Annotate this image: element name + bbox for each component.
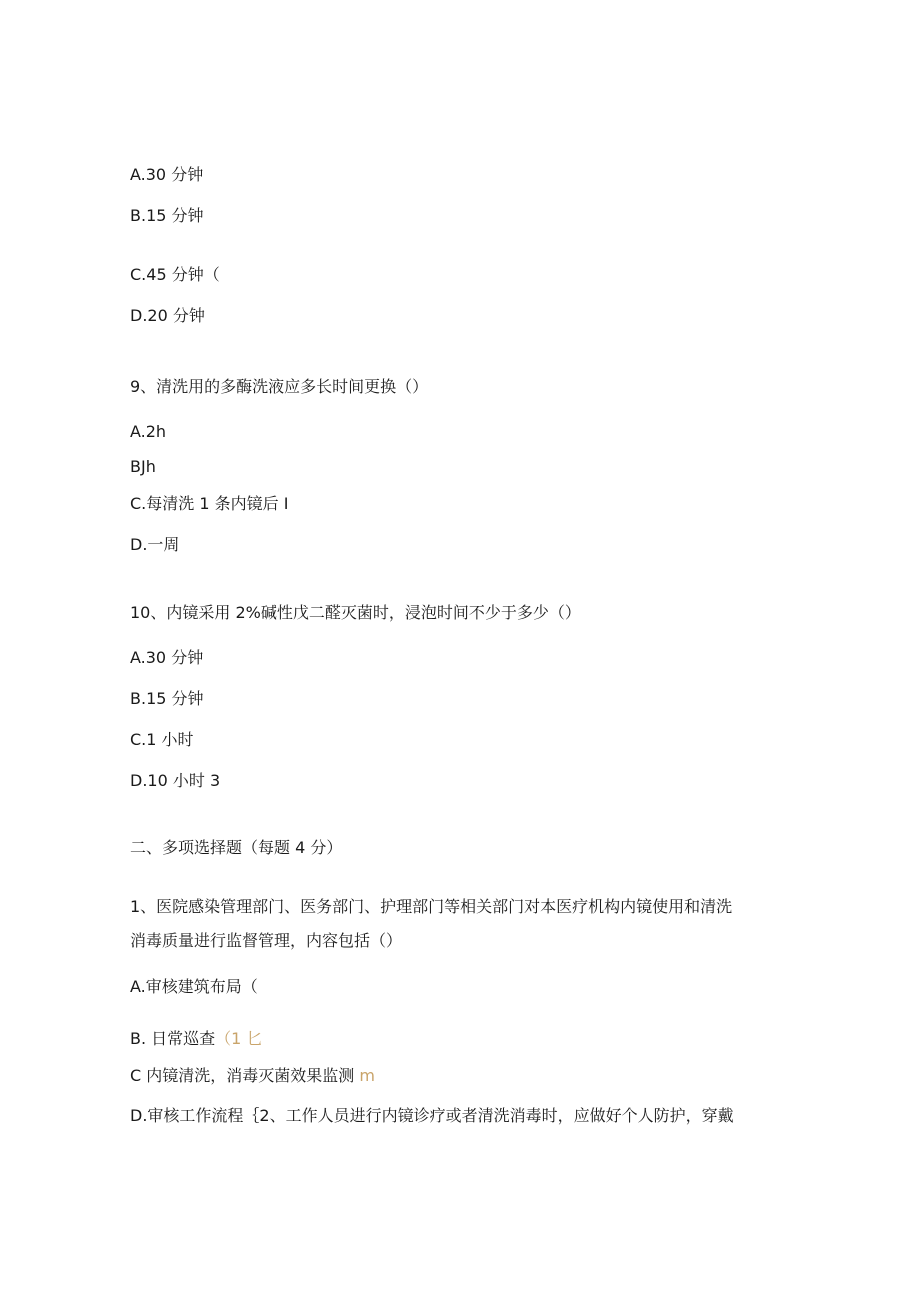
mq1-option-c-mark: m <box>359 1066 375 1085</box>
mq1-stem-line1: 1、医院感染管理部门、医务部门、护理部门等相关部门对本医疗机构内镜使用和清洗 <box>130 897 733 916</box>
mq1-option-c <box>130 1066 375 1086</box>
q9-option-c: C.每清洗 1 条内镜后 I <box>130 494 289 513</box>
mq1-stem-line2: 消毒质量进行监督管理，内容包括（） <box>130 931 403 950</box>
q8-option-d: D.20 分钟 <box>130 306 205 325</box>
mq1-option-c-text: C 内镜清洗，消毒灭菌效果监测 <box>130 1066 355 1085</box>
q9-stem: 9、清洗用的多酶洗液应多长时间更换（） <box>130 377 429 396</box>
section-heading: 二、多项选择题（每题 4 分） <box>130 838 343 857</box>
mq1-option-d: D.审核工作流程｛2、工作人员进行内镜诊疗或者清洗消毒时，应做好个人防护，穿戴 <box>130 1106 734 1125</box>
mq1-option-b <box>130 1029 262 1049</box>
q8-option-a: A.30 分钟 <box>130 165 204 184</box>
q10-stem: 10、内镜采用 2%碱性戊二醛灭菌时，浸泡时间不少于多少（） <box>130 603 581 622</box>
q8-option-c: C.45 分钟（ <box>130 265 220 284</box>
mq1-option-b-mark: （1 匕 <box>215 1029 263 1048</box>
q9-option-b: BJh <box>130 457 156 476</box>
q10-option-a: A.30 分钟 <box>130 648 204 667</box>
mq1-option-b-text: B. 日常巡查 <box>130 1029 216 1048</box>
mq1-option-a: A.审核建筑布局（ <box>130 977 258 996</box>
q8-option-b: B.15 分钟 <box>130 206 204 225</box>
q9-option-a: A.2h <box>130 422 167 441</box>
q10-option-d: D.10 小时 3 <box>130 771 221 790</box>
q9-option-d: D.一周 <box>130 535 180 554</box>
q10-option-c: C.1 小时 <box>130 730 194 749</box>
q10-option-b: B.15 分钟 <box>130 689 204 708</box>
